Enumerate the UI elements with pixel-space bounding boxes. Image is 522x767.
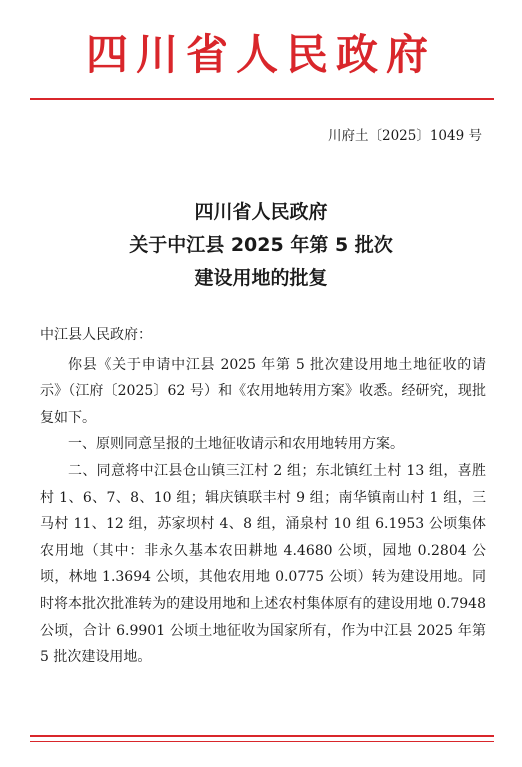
title-line-3: 建设用地的批复 bbox=[194, 267, 328, 289]
title-line-2: 关于中江县 2025 年第 5 批次 bbox=[129, 234, 393, 256]
document-title bbox=[0, 196, 522, 295]
document-number: 川府土〔2025〕1049 号 bbox=[327, 128, 482, 144]
body-paragraph-1: 你县《关于申请中江县 2025 年第 5 批次建设用地土地征收的请示》（江府〔2025〕62 号）和《农用地转用方案》收悉。经研究，现批复如下。 bbox=[40, 356, 486, 426]
document-body bbox=[40, 322, 486, 671]
body-paragraph-3: 二、同意将中江县仓山镇三江村 2 组；东北镇红土村 13 组，喜胜村 1、6、7、8、10 组；辑庆镇联丰村 9 组；南华镇南山村 1 组，三马村 11、12 组，苏家坝村 4、8 组，涌泉村 10 组 6.1953 公顷集体农用地（其中：非永久基本农田耕地 4.4680 公顷，园地 0.2804 公顷，林地 1.3694 公顷，其他农用地 0.0775 公顷）转为建设用地。同时将本批次批准转为的建设用地和上述农村集体原有的建设用地 0.7948 公顷，合计 6.9901 公顷土地征收为国家所有，作为中江县 2025 年第 5 批次建设用地。 bbox=[40, 462, 486, 666]
masthead-title: 四川省人民政府 bbox=[85, 30, 436, 79]
masthead-divider bbox=[30, 98, 494, 100]
footer-divider-thick bbox=[30, 735, 494, 737]
title-line-1: 四川省人民政府 bbox=[194, 201, 328, 223]
body-paragraph-2: 一、原则同意呈报的土地征收请示和农用地转用方案。 bbox=[68, 436, 404, 453]
salutation: 中江县人民政府： bbox=[40, 327, 152, 343]
footer-divider-thin bbox=[30, 741, 494, 742]
